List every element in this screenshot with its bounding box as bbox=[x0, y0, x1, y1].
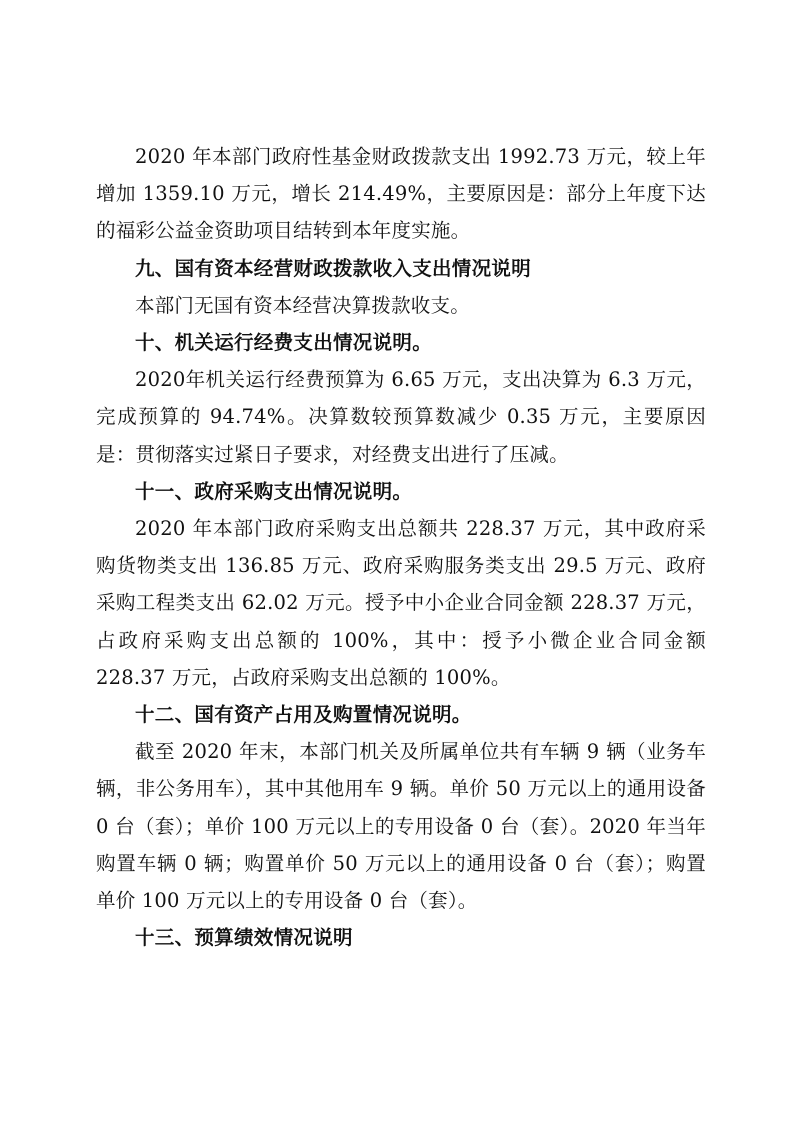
section-heading-11: 十一、政府采购支出情况说明。 bbox=[135, 479, 413, 503]
document-page bbox=[96, 138, 706, 956]
section-heading-9: 九、国有资本经营财政拨款收入支出情况说明 bbox=[135, 256, 532, 280]
section-heading-10: 十、机关运行经费支出情况说明。 bbox=[135, 331, 433, 355]
section-heading-13: 十三、预算绩效情况说明 bbox=[135, 926, 353, 950]
section-heading-12: 十二、国有资产占用及购置情况说明。 bbox=[135, 703, 472, 727]
paragraph-operating-expenses: 2020年机关运行经费预算为 6.65 万元，支出决算为 6.3 万元，完成预算的 94.74%。决算数较预算数减少 0.35 万元，主要原因是：贯彻落实过紧日子要求，对经费支出进行了压减。 bbox=[96, 368, 706, 466]
paragraph-state-assets: 截至 2020 年末，本部门机关及所属单位共有车辆 9 辆（业务车辆，非公务用车），其中其他用车 9 辆。单价 50 万元以上的通用设备 0 台（套）；单价 100 万元以上的专用设备 0 台（套）。2020 年当年购置车辆 0 辆；购置单价 50 万元以上的通用设备 0 台（套）；购置单价 100 万元以上的专用设备 0 台（套）。 bbox=[96, 740, 706, 913]
paragraph-procurement: 2020 年本部门政府采购支出总额共 228.37 万元，其中政府采购货物类支出 136.85 万元、政府采购服务类支出 29.5 万元、政府采购工程类支出 62.02 万元。授予中小企业合同金额 228.37 万元，占政府采购支出总额的 100%，其中：授予小微企业合同金额 228.37 万元，占政府采购支出总额的 100%。 bbox=[96, 517, 706, 689]
paragraph-government-fund-expenditure: 2020 年本部门政府性基金财政拨款支出 1992.73 万元，较上年增加 1359.10 万元，增长 214.49%，主要原因是：部分上年度下达的福彩公益金资助项目结转到本年度实施。 bbox=[96, 145, 706, 243]
paragraph-state-capital: 本部门无国有资本经营决算拨款收支。 bbox=[135, 293, 470, 317]
